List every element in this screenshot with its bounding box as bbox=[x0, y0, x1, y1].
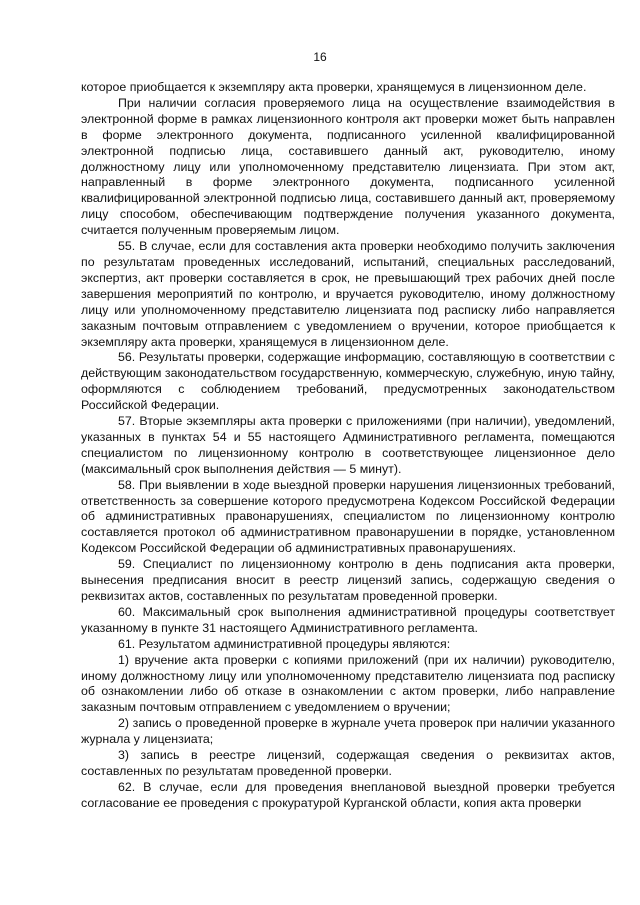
paragraph-60: 60. Максимальный срок выполнения административной процедуры соответствует указанному в пункте 31 настоящего Административного регламента. bbox=[81, 604, 615, 635]
paragraph-58: 58. При выявлении в ходе выездной проверки нарушения лицензионных требований, ответственность за совершение которого предусмотрена Кодексом Российской Федерации об административных правонарушениях, специалистом по лицензионному контролю составляется протокол об административном правонарушении в порядке, установленном Кодексом Российской Федерации об административных правонарушениях. bbox=[81, 477, 615, 556]
page-number: 16 bbox=[313, 50, 327, 64]
paragraph-56: 56. Результаты проверки, содержащие информацию, составляющую в соответствии с действующим законодательством государственную, коммерческую, служебную, иную тайну, оформляются с соблюдением требований, предусмотренных законодательством Российской Федерации. bbox=[81, 350, 615, 413]
paragraph: которое приобщается к экземпляру акта проверки, хранящемуся в лицензионном деле. bbox=[81, 80, 587, 94]
paragraph-57: 57. Вторые экземпляры акта проверки с приложениями (при наличии), уведомлений, указанных в пунктах 54 и 55 настоящего Административного регламента, помещаются специалистом по лицензионному контролю в соответствующее лицензионное дело (максимальный срок выполнения действия — 5 минут). bbox=[81, 414, 615, 476]
paragraph: При наличии согласия проверяемого лица на осуществление взаимодействия в электронной форме в рамках лицензионного контроля акт проверки может быть направлен в форме электронного документа, подписанного усиленной квалифицированной электронной подписью лица, составившего данный акт, руководителю, иному должностному лицу или уполномоченному представителю лицензиата. При этом акт, направленный в форме электронного документа, подписанного усиленной квалифицированной электронной подписью лица, составившего данный акт, проверяемому лицу способом, обеспечивающим подтверждение получения указанного документа, считается полученным проверяемым лицом. bbox=[81, 95, 615, 238]
paragraph-59: 59. Специалист по лицензионному контролю в день подписания акта проверки, вынесения предписания вносит в реестр лицензий запись, содержащую сведения о реквизитах актов, составленных по результатам проведенной проверки. bbox=[81, 557, 615, 603]
list-item: 1) вручение акта проверки с копиями приложений (при их наличии) руководителю, иному должностному лицу или уполномоченному представителю лицензиата под расписку об ознакомлении либо об отказе в ознакомлении с актом проверки, либо направление заказным почтовым отправлением с уведомлением о вручении; bbox=[81, 652, 615, 715]
paragraph-61: 61. Результатом административной процедуры являются: bbox=[118, 636, 451, 651]
paragraph-62: 62. В случае, если для проведения внеплановой выездной проверки требуется согласование ее проведения с прокуратурой Курганской области, копия акта проверки bbox=[81, 779, 615, 810]
list-item: 3) запись в реестре лицензий, содержащая сведения о реквизитах актов, составленных по результатам проведенной проверки. bbox=[81, 748, 615, 778]
paragraph-55: 55. В случае, если для составления акта проверки необходимо получить заключения по результатам проведенных исследований, испытаний, специальных расследований, экспертиз, акт проверки составляется в срок, не превышающий трех рабочих дней после завершения мероприятий по контролю, и вручается руководителю, иному должностному лицу или уполномоченному представителю лицензиата под расписку либо направляется заказным почтовым отправлением с уведомлением о вручении, которое приобщается к экземпляру акта проверки, хранящемуся в лицензионном деле. bbox=[81, 239, 615, 349]
list-item: 2) запись о проведенной проверке в журнале учета проверок при наличии указанного журнала у лицензиата; bbox=[81, 716, 615, 747]
document-body bbox=[81, 80, 615, 812]
